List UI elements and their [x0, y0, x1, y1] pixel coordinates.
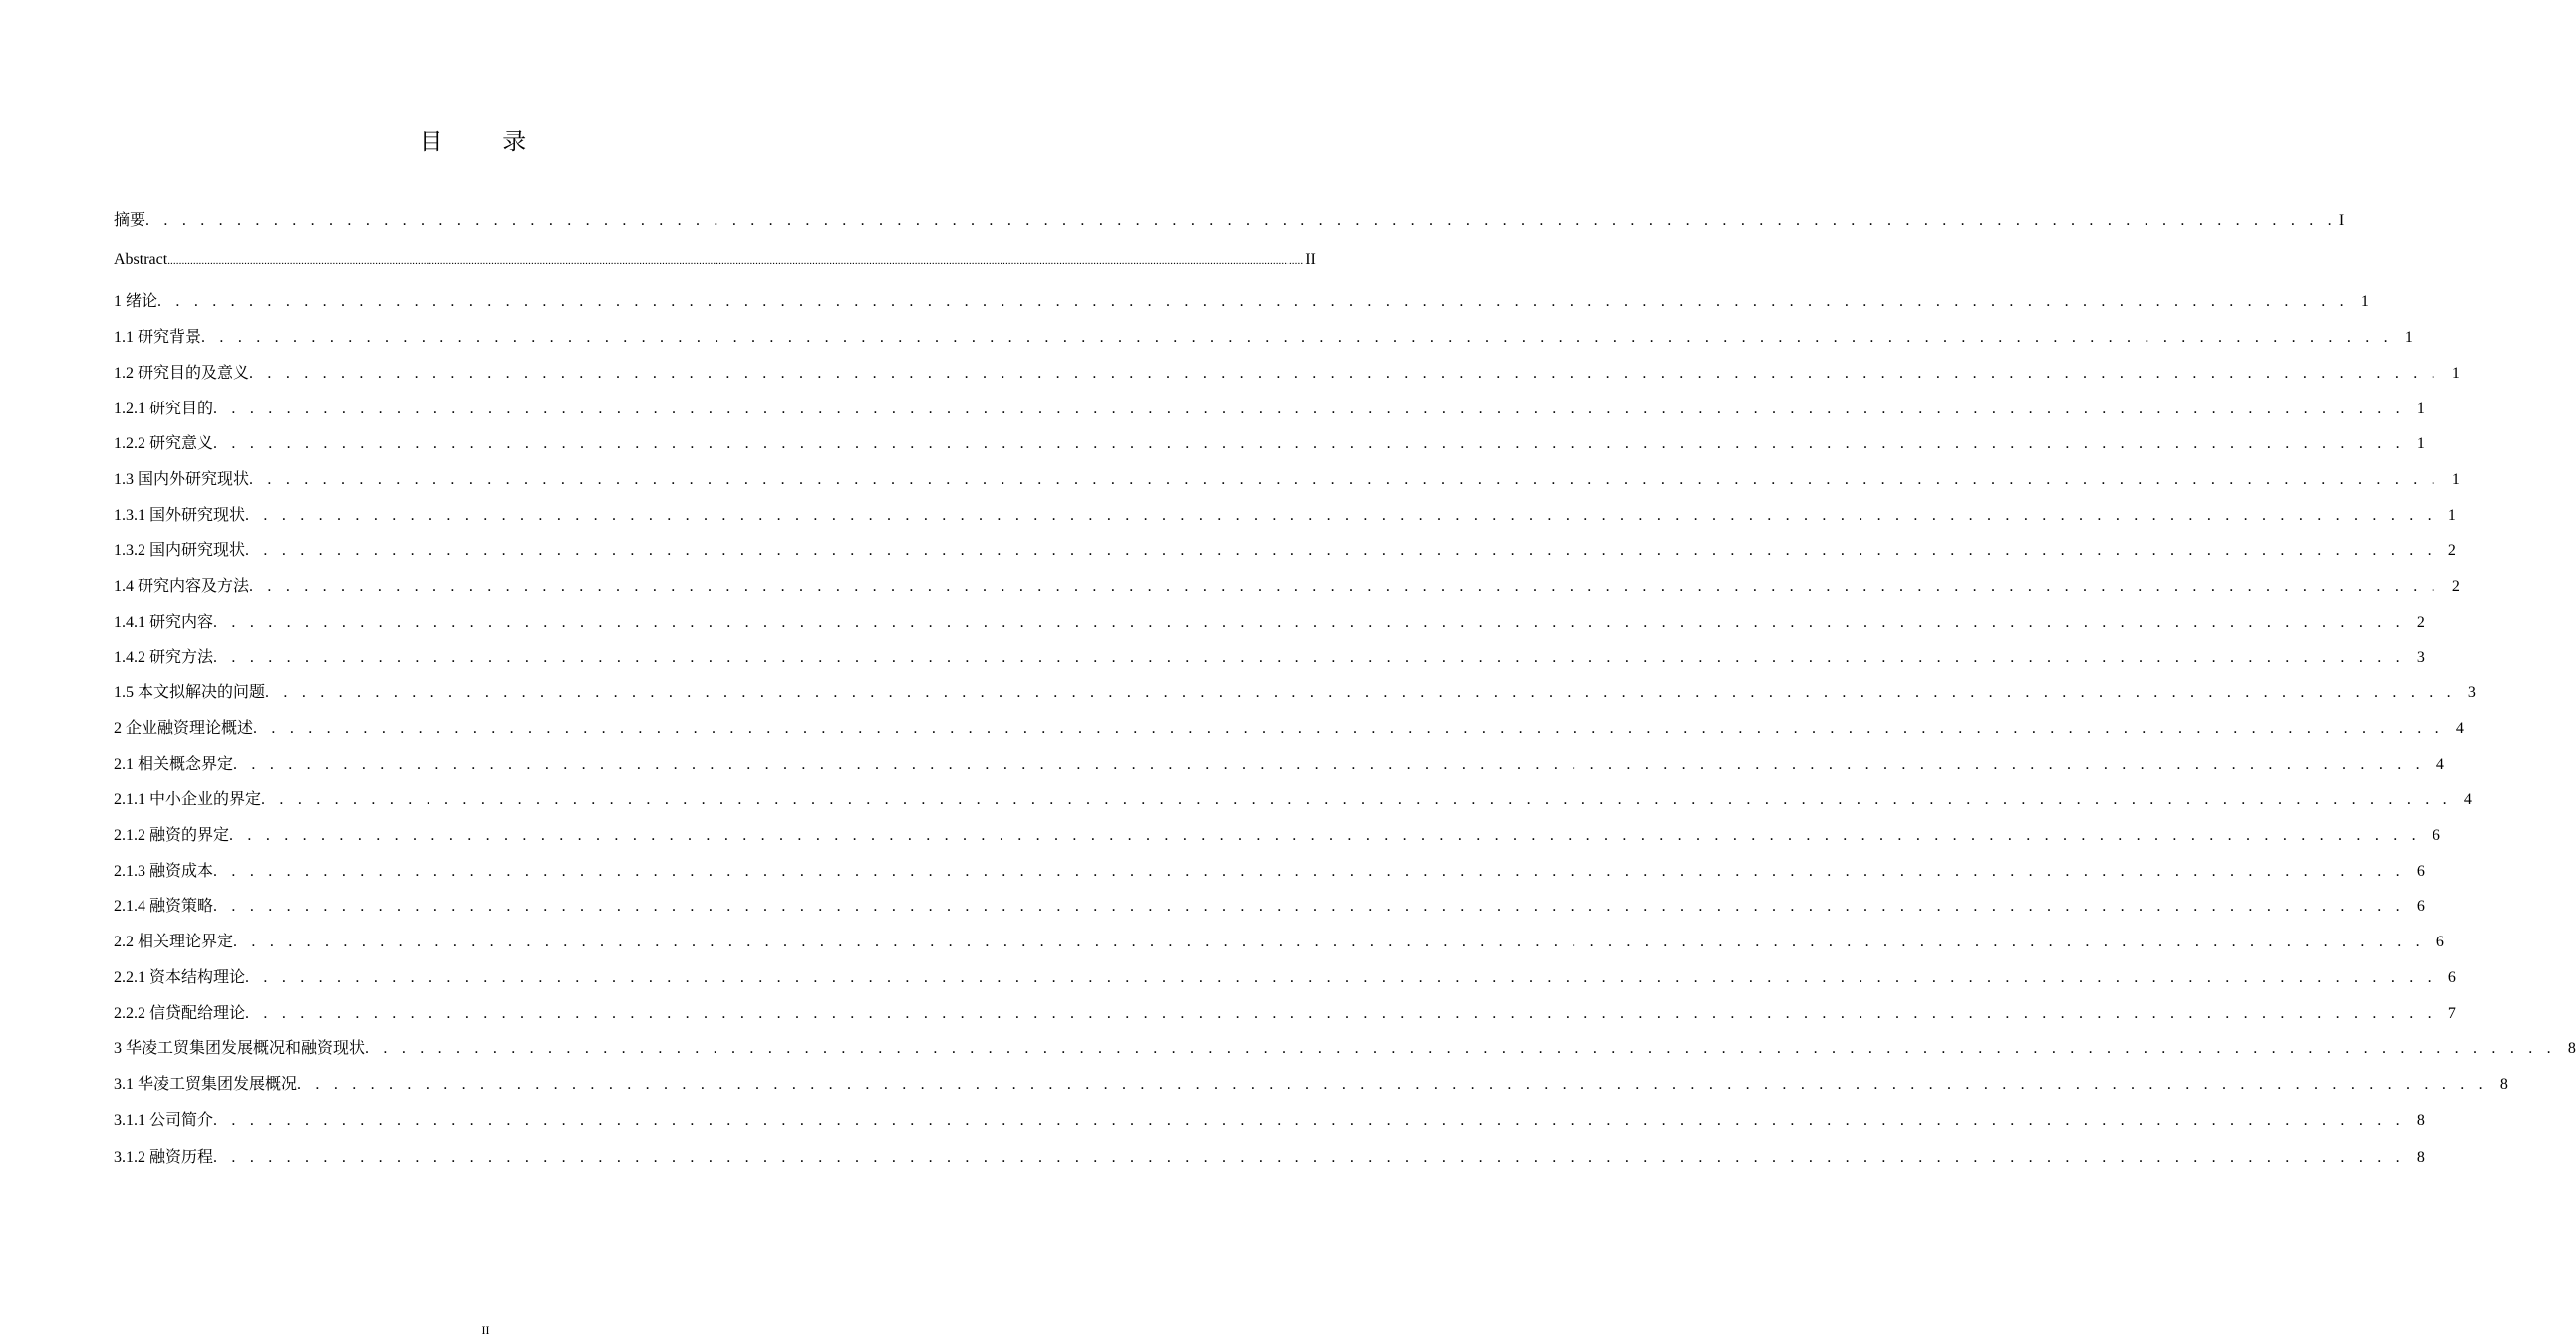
toc-dot-leader: . . . . . . . . . . . . . . . . . . . . . . . . . . . . . . . . . . . . . . . . . . . . . . . . . . . . . . . . . . . . . . . . . . . . . . . . . . . . . . . . . . . . . . . . . . . . . . . . . . . . . . . . . . . . . . . . . . . . . . . .	[145, 212, 2337, 229]
toc-entry-title: 3.1 华凌工贸集团发展概况	[114, 1076, 298, 1093]
toc-entry-title: 1.2.1 研究目的	[114, 401, 214, 417]
toc-entry[interactable]	[114, 822, 2440, 845]
toc-entry-page: II	[1305, 251, 1316, 268]
toc-entry-page: 1	[2416, 435, 2425, 452]
toc-dot-leader: . . . . . . . . . . . . . . . . . . . . . . . . . . . . . . . . . . . . . . . . . . . . . . . . . . . . . . . . . . . . . . . . . . . . . . . . . . . . . . . . . . . . . . . . . . . . . . . . . . . . . . . . . . . . . . . . . . . . . . . .	[245, 1005, 2436, 1022]
toc-entry[interactable]	[114, 502, 2456, 525]
toc-dot-leader: . . . . . . . . . . . . . . . . . . . . . . . . . . . . . . . . . . . . . . . . . . . . . . . . . . . . . . . . . . . . . . . . . . . . . . . . . . . . . . . . . . . . . . . . . . . . . . . . . . . . . . . . . . . . . . . . . . . . . . . .	[233, 934, 2425, 950]
toc-entry[interactable]	[114, 609, 2425, 632]
toc-entry[interactable]	[114, 893, 2425, 916]
toc-dot-leader: . . . . . . . . . . . . . . . . . . . . . . . . . . . . . . . . . . . . . . . . . . . . . . . . . . . . . . . . . . . . . . . . . . . . . . . . . . . . . . . . . . . . . . . . . . . . . . . . . . . . . . . . . . . . . . . . . . . . . . . .	[249, 471, 2440, 488]
toc-entry[interactable]	[114, 324, 2413, 347]
toc-entry-page: 3	[2467, 684, 2476, 701]
toc-entry-title: 1.4.1 研究内容	[114, 614, 214, 631]
toc-entry-page: 2	[2447, 542, 2456, 559]
toc-dot-leader: . . . . . . . . . . . . . . . . . . . . . . . . . . . . . . . . . . . . . . . . . . . . . . . . . . . . . . . . . . . . . . . . . . . . . . . . . . . . . . . . . . . . . . . . . . . . . . . . . . . . . . . . . . . . . . . . . . . . . . . .	[365, 1040, 2556, 1057]
page-number: II	[481, 1323, 490, 1337]
toc-dot-leader: . . . . . . . . . . . . . . . . . . . . . . . . . . . . . . . . . . . . . . . . . . . . . . . . . . . . . . . . . . . . . . . . . . . . . . . . . . . . . . . . . . . . . . . . . . . . . . . . . . . . . . . . . . . . . . . . . . . . . . . .	[233, 756, 2425, 773]
toc-entry-page: 1	[2447, 507, 2456, 524]
toc-entry-page: 8	[2567, 1040, 2576, 1057]
toc-dot-leader: . . . . . . . . . . . . . . . . . . . . . . . . . . . . . . . . . . . . . . . . . . . . . . . . . . . . . . . . . . . . . . . . . . . . . . . . . . . . . . . . . . . . . . . . . . . . . . . . . . . . . . . . . . . . . . . . . . . . . . . .	[253, 720, 2444, 737]
toc-entry-page: 1	[2451, 471, 2460, 488]
toc-entry-title: 摘要	[114, 212, 146, 229]
toc-entry[interactable]	[114, 537, 2456, 560]
toc-entry-page: 2	[2451, 578, 2460, 595]
toc-dot-leader: . . . . . . . . . . . . . . . . . . . . . . . . . . . . . . . . . . . . . . . . . . . . . . . . . . . . . . . . . . . . . . . . . . . . . . . . . . . . . . . . . . . . . . . . . . . . . . . . . . . . . . . . . . . . . . . . . . . . . . . .	[213, 1112, 2405, 1129]
toc-entry-page: 6	[2435, 934, 2444, 950]
toc-entry-page: I	[2338, 212, 2345, 229]
toc-entry-title: 3.1.2 融资历程	[114, 1149, 214, 1166]
toc-entry-title: 2.2.2 信贷配给理论	[114, 1005, 246, 1022]
toc-entry[interactable]	[114, 679, 2476, 702]
toc-entry-page: 4	[2455, 720, 2464, 737]
toc-entry-page: 1	[2404, 329, 2413, 346]
toc-entry-title: 3 华凌工贸集团发展概况和融资现状	[114, 1040, 366, 1057]
toc-entry-title: 1.4.2 研究方法	[114, 649, 214, 666]
toc-entry-page: 8	[2416, 1149, 2425, 1166]
toc-entry[interactable]	[114, 251, 1316, 269]
toc-dot-leader: . . . . . . . . . . . . . . . . . . . . . . . . . . . . . . . . . . . . . . . . . . . . . . . . . . . . . . . . . . . . . . . . . . . . . . . . . . . . . . . . . . . . . . . . . . . . . . . . . . . . . . . . . . . . . . . . . . . . . . . .	[213, 1149, 2405, 1166]
toc-entry-title: 1.2.2 研究意义	[114, 435, 214, 452]
toc-entry-title: 2.2 相关理论界定	[114, 934, 234, 950]
page-title: 目 录	[419, 128, 553, 155]
toc-entry[interactable]	[114, 288, 2369, 311]
toc-dot-leader: ................................................................................................................................................................................................................................................................................................................................................................................................................	[167, 255, 1304, 267]
toc-entry-title: 2 企业融资理论概述	[114, 720, 254, 737]
toc-dot-leader: . . . . . . . . . . . . . . . . . . . . . . . . . . . . . . . . . . . . . . . . . . . . . . . . . . . . . . . . . . . . . . . . . . . . . . . . . . . . . . . . . . . . . . . . . . . . . . . . . . . . . . . . . . . . . . . . . . . . . . . .	[245, 507, 2436, 524]
toc-entry-title: 2.1.1 中小企业的界定	[114, 791, 262, 808]
toc-entry-page: 8	[2499, 1076, 2508, 1093]
toc-entry-page: 6	[2416, 898, 2425, 915]
toc-entry[interactable]	[114, 964, 2456, 987]
toc-entry-page: 8	[2416, 1112, 2425, 1129]
toc-entry[interactable]	[114, 207, 2345, 230]
toc-dot-leader: . . . . . . . . . . . . . . . . . . . . . . . . . . . . . . . . . . . . . . . . . . . . . . . . . . . . . . . . . . . . . . . . . . . . . . . . . . . . . . . . . . . . . . . . . . . . . . . . . . . . . . . . . . . . . . . . . . . . . . . .	[213, 898, 2405, 915]
toc-dot-leader: . . . . . . . . . . . . . . . . . . . . . . . . . . . . . . . . . . . . . . . . . . . . . . . . . . . . . . . . . . . . . . . . . . . . . . . . . . . . . . . . . . . . . . . . . . . . . . . . . . . . . . . . . . . . . . . . . . . . . . . .	[245, 542, 2436, 559]
toc-entry[interactable]	[114, 715, 2464, 738]
toc-entry[interactable]	[114, 858, 2425, 881]
toc-entry[interactable]	[114, 430, 2425, 453]
toc-entry-page: 1	[2416, 401, 2425, 417]
toc-dot-leader: . . . . . . . . . . . . . . . . . . . . . . . . . . . . . . . . . . . . . . . . . . . . . . . . . . . . . . . . . . . . . . . . . . . . . . . . . . . . . . . . . . . . . . . . . . . . . . . . . . . . . . . . . . . . . . . . . . . . . . . .	[229, 827, 2421, 844]
toc-entry-title: 1.1 研究背景	[114, 329, 202, 346]
toc-entry[interactable]	[114, 360, 2460, 383]
toc-entry[interactable]	[114, 573, 2460, 596]
toc-dot-leader: . . . . . . . . . . . . . . . . . . . . . . . . . . . . . . . . . . . . . . . . . . . . . . . . . . . . . . . . . . . . . . . . . . . . . . . . . . . . . . . . . . . . . . . . . . . . . . . . . . . . . . . . . . . . . . . . . . . . . . . .	[157, 293, 2349, 310]
toc-dot-leader: . . . . . . . . . . . . . . . . . . . . . . . . . . . . . . . . . . . . . . . . . . . . . . . . . . . . . . . . . . . . . . . . . . . . . . . . . . . . . . . . . . . . . . . . . . . . . . . . . . . . . . . . . . . . . . . . . . . . . . . .	[213, 649, 2405, 666]
toc-dot-leader: . . . . . . . . . . . . . . . . . . . . . . . . . . . . . . . . . . . . . . . . . . . . . . . . . . . . . . . . . . . . . . . . . . . . . . . . . . . . . . . . . . . . . . . . . . . . . . . . . . . . . . . . . . . . . . . . . . . . . . . .	[249, 365, 2440, 382]
toc-dot-leader: . . . . . . . . . . . . . . . . . . . . . . . . . . . . . . . . . . . . . . . . . . . . . . . . . . . . . . . . . . . . . . . . . . . . . . . . . . . . . . . . . . . . . . . . . . . . . . . . . . . . . . . . . . . . . . . . . . . . . . . .	[265, 684, 2456, 701]
toc-entry-page: 7	[2447, 1005, 2456, 1022]
toc-entry[interactable]	[114, 1035, 2576, 1058]
toc-dot-leader: . . . . . . . . . . . . . . . . . . . . . . . . . . . . . . . . . . . . . . . . . . . . . . . . . . . . . . . . . . . . . . . . . . . . . . . . . . . . . . . . . . . . . . . . . . . . . . . . . . . . . . . . . . . . . . . . . . . . . . . .	[213, 401, 2405, 417]
toc-entry[interactable]	[114, 751, 2444, 774]
toc-entry[interactable]	[114, 466, 2460, 489]
toc-entry-title: 1.5 本文拟解决的问题	[114, 684, 266, 701]
toc-entry-page: 6	[2432, 827, 2440, 844]
toc-entry[interactable]	[114, 644, 2425, 667]
toc-entry[interactable]	[114, 1144, 2425, 1167]
toc-entry-title: 1.2 研究目的及意义	[114, 365, 250, 382]
toc-entry-title: 2.1 相关概念界定	[114, 756, 234, 773]
toc-entry-title: 3.1.1 公司简介	[114, 1112, 214, 1129]
toc-entry-title: 1.4 研究内容及方法	[114, 578, 250, 595]
toc-entry-title: Abstract	[114, 251, 168, 268]
toc-entry-page: 1	[2360, 293, 2369, 310]
toc-entry[interactable]	[114, 786, 2472, 809]
toc-dot-leader: . . . . . . . . . . . . . . . . . . . . . . . . . . . . . . . . . . . . . . . . . . . . . . . . . . . . . . . . . . . . . . . . . . . . . . . . . . . . . . . . . . . . . . . . . . . . . . . . . . . . . . . . . . . . . . . . . . . . . . . .	[245, 969, 2436, 986]
toc-entry[interactable]	[114, 1107, 2425, 1130]
toc-entry-title: 1 绪论	[114, 293, 158, 310]
toc-dot-leader: . . . . . . . . . . . . . . . . . . . . . . . . . . . . . . . . . . . . . . . . . . . . . . . . . . . . . . . . . . . . . . . . . . . . . . . . . . . . . . . . . . . . . . . . . . . . . . . . . . . . . . . . . . . . . . . . . . . . . . . .	[297, 1076, 2488, 1093]
toc-entry[interactable]	[114, 929, 2444, 951]
toc-entry-title: 2.1.4 融资策略	[114, 898, 214, 915]
toc-entry-page: 3	[2416, 649, 2425, 666]
toc-dot-leader: . . . . . . . . . . . . . . . . . . . . . . . . . . . . . . . . . . . . . . . . . . . . . . . . . . . . . . . . . . . . . . . . . . . . . . . . . . . . . . . . . . . . . . . . . . . . . . . . . . . . . . . . . . . . . . . . . . . . . . . .	[261, 791, 2452, 808]
toc-entry[interactable]	[114, 396, 2425, 418]
toc-entry-page: 6	[2447, 969, 2456, 986]
toc-entry-page: 4	[2463, 791, 2472, 808]
toc-entry-title: 2.2.1 资本结构理论	[114, 969, 246, 986]
toc-entry[interactable]	[114, 1000, 2456, 1023]
toc-entry-title: 1.3.1 国外研究现状	[114, 507, 246, 524]
toc-entry-title: 1.3 国内外研究现状	[114, 471, 250, 488]
toc-dot-leader: . . . . . . . . . . . . . . . . . . . . . . . . . . . . . . . . . . . . . . . . . . . . . . . . . . . . . . . . . . . . . . . . . . . . . . . . . . . . . . . . . . . . . . . . . . . . . . . . . . . . . . . . . . . . . . . . . . . . . . . .	[201, 329, 2393, 346]
toc-entry-title: 2.1.2 融资的界定	[114, 827, 230, 844]
toc-dot-leader: . . . . . . . . . . . . . . . . . . . . . . . . . . . . . . . . . . . . . . . . . . . . . . . . . . . . . . . . . . . . . . . . . . . . . . . . . . . . . . . . . . . . . . . . . . . . . . . . . . . . . . . . . . . . . . . . . . . . . . . .	[213, 435, 2405, 452]
toc-dot-leader: . . . . . . . . . . . . . . . . . . . . . . . . . . . . . . . . . . . . . . . . . . . . . . . . . . . . . . . . . . . . . . . . . . . . . . . . . . . . . . . . . . . . . . . . . . . . . . . . . . . . . . . . . . . . . . . . . . . . . . . .	[213, 614, 2405, 631]
toc-entry[interactable]	[114, 1071, 2508, 1094]
toc-entry-title: 1.3.2 国内研究现状	[114, 542, 246, 559]
toc-dot-leader: . . . . . . . . . . . . . . . . . . . . . . . . . . . . . . . . . . . . . . . . . . . . . . . . . . . . . . . . . . . . . . . . . . . . . . . . . . . . . . . . . . . . . . . . . . . . . . . . . . . . . . . . . . . . . . . . . . . . . . . .	[249, 578, 2440, 595]
toc-entry-page: 4	[2435, 756, 2444, 773]
toc-entry-page: 6	[2416, 863, 2425, 880]
toc-entry-page: 2	[2416, 614, 2425, 631]
toc-entry-page: 1	[2451, 365, 2460, 382]
toc-dot-leader: . . . . . . . . . . . . . . . . . . . . . . . . . . . . . . . . . . . . . . . . . . . . . . . . . . . . . . . . . . . . . . . . . . . . . . . . . . . . . . . . . . . . . . . . . . . . . . . . . . . . . . . . . . . . . . . . . . . . . . . .	[213, 863, 2405, 880]
toc-entry-title: 2.1.3 融资成本	[114, 863, 214, 880]
